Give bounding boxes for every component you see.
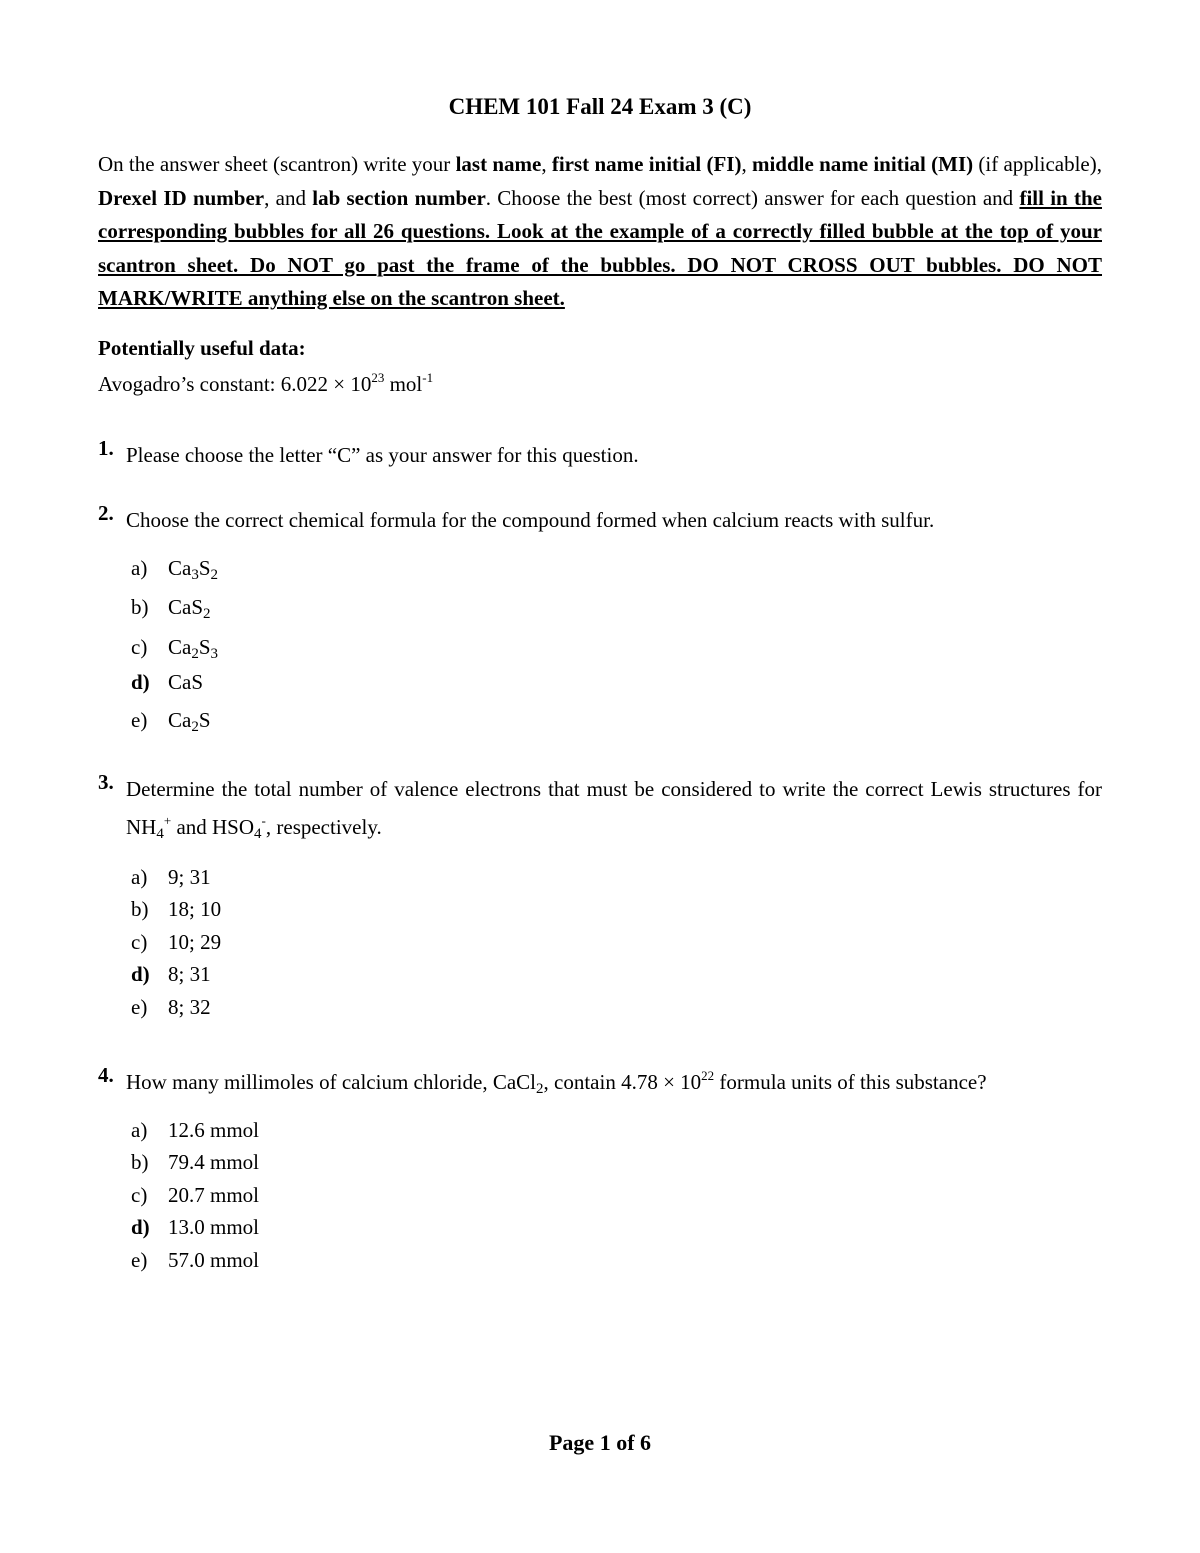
option-e [131, 708, 211, 733]
question-text-part: , respectively. [265, 815, 382, 839]
question-3 [98, 770, 1102, 846]
avogadro-exponent: 23 [371, 370, 385, 385]
option-value: 57.0 mmol [168, 1248, 260, 1272]
instructions-text: . Choose the best (most correct) answer for each question and [485, 185, 1020, 210]
option-subscript: 2 [203, 606, 211, 622]
question-2 [98, 501, 1102, 539]
avogadro-unit: mol [384, 372, 423, 396]
option-letter: a) [131, 865, 148, 889]
option-letter: e) [131, 708, 148, 732]
option-d [131, 962, 211, 987]
option-formula-part: Ca [168, 708, 192, 732]
question-number: 3. [98, 770, 114, 794]
option-letter: d) [131, 1215, 150, 1239]
option-letter: c) [131, 1183, 148, 1207]
option-value: 13.0 mmol [168, 1215, 260, 1239]
option-b [131, 897, 221, 922]
option-formula-part: Ca [168, 635, 192, 659]
question-superscript: 22 [701, 1068, 715, 1083]
instructions-text: , [541, 152, 552, 176]
question-superscript: - [261, 813, 266, 828]
question-text-part: Determine the total number of valence electrons that must be considered to write the correct Lewis structures for NH [126, 777, 1102, 839]
instructions-underlined-text: fill in the corresponding bubbles for all 26 questions. Look at the example of a correctly filled bubble at the top of your scantron sheet. Do NOT go past the frame of the bubbles. DO NOT CROSS OUT bubbles. DO NOT MARK/WRITE anything else on the scantron sheet. [98, 185, 1102, 310]
question-text: Please choose the letter “C” as your answer for this question. [126, 443, 639, 467]
instructions-bold-text: first name initial (FI) [551, 152, 742, 176]
data-heading: Potentially useful data: [98, 336, 306, 360]
exam-page [98, 0, 1102, 1553]
option-c [131, 635, 218, 660]
instructions-paragraph [98, 148, 1102, 316]
avogadro-constant [98, 372, 433, 397]
option-value: 8; 32 [168, 995, 211, 1019]
option-e [131, 1248, 259, 1273]
question-text-part: , contain 4.78 × 10 [543, 1070, 702, 1094]
option-e [131, 995, 211, 1020]
question-text [126, 1063, 1102, 1101]
option-letter: a) [131, 1118, 148, 1142]
question-1 [98, 436, 1102, 474]
question-text-part: and HSO [171, 815, 255, 839]
option-a [131, 865, 211, 890]
option-value: 8; 31 [168, 962, 211, 986]
question-subscript: 2 [536, 1081, 544, 1097]
option-letter: b) [131, 897, 149, 921]
question-number: 2. [98, 501, 114, 525]
instructions-text: , [741, 152, 752, 176]
option-formula-part: CaS [168, 670, 204, 694]
option-letter: d) [131, 962, 150, 986]
option-letter: b) [131, 595, 149, 619]
question-text-part: How many millimoles of calcium chloride, CaCl [126, 1070, 537, 1094]
option-formula-part: CaS [168, 595, 204, 619]
option-d [131, 1215, 259, 1240]
option-letter: b) [131, 1150, 149, 1174]
option-value: 12.6 mmol [168, 1118, 260, 1142]
question-4 [98, 1063, 1102, 1101]
option-value: 79.4 mmol [168, 1150, 260, 1174]
option-b [131, 1150, 259, 1175]
option-formula-part: S [198, 556, 211, 580]
option-a [131, 556, 218, 581]
page-number: Page 1 of 6 [548, 1430, 652, 1455]
question-text: Choose the correct chemical formula for the compound formed when calcium reacts with sulfur. [126, 508, 935, 532]
option-formula-part: S [198, 635, 211, 659]
option-value: 9; 31 [168, 865, 211, 889]
question-superscript: + [163, 813, 172, 828]
option-letter: e) [131, 995, 148, 1019]
question-text-part: formula units of this substance? [714, 1070, 987, 1094]
option-value: 10; 29 [168, 930, 222, 954]
option-d [131, 670, 203, 695]
avogadro-label: Avogadro’s constant: 6.022 × 10 [98, 372, 372, 396]
option-value: 20.7 mmol [168, 1183, 260, 1207]
option-formula-part: S [198, 708, 211, 732]
option-subscript: 2 [191, 719, 199, 735]
option-letter: c) [131, 635, 148, 659]
question-number: 1. [98, 436, 114, 460]
option-subscript: 2 [191, 646, 199, 662]
option-a [131, 1118, 259, 1143]
option-subscript: 3 [210, 646, 219, 662]
instructions-bold-text: middle name initial (MI) [751, 152, 974, 176]
option-letter: a) [131, 556, 148, 580]
option-value: 18; 10 [168, 897, 222, 921]
instructions-bold-text: lab section number [312, 185, 486, 210]
instructions-text: (if applicable), [973, 152, 1102, 176]
option-letter: d) [131, 670, 150, 694]
instructions-text: On the answer sheet (scantron) write your [98, 152, 456, 176]
option-letter: e) [131, 1248, 148, 1272]
question-subscript: 4 [254, 826, 262, 842]
instructions-bold-text: Drexel ID number [98, 185, 265, 210]
page-title: CHEM 101 Fall 24 Exam 3 (C) [448, 94, 752, 119]
option-c [131, 930, 221, 955]
instructions-bold-text: last name [455, 152, 542, 176]
instructions-text: , and [264, 185, 313, 210]
avogadro-unit-exponent: -1 [422, 370, 434, 385]
option-subscript: 2 [210, 567, 219, 583]
option-letter: c) [131, 930, 148, 954]
option-formula-part: Ca [168, 556, 192, 580]
option-b [131, 595, 211, 620]
question-subscript: 4 [156, 826, 164, 842]
question-text [126, 770, 1102, 846]
question-number: 4. [98, 1063, 114, 1087]
option-c [131, 1183, 259, 1208]
option-subscript: 3 [191, 567, 199, 583]
